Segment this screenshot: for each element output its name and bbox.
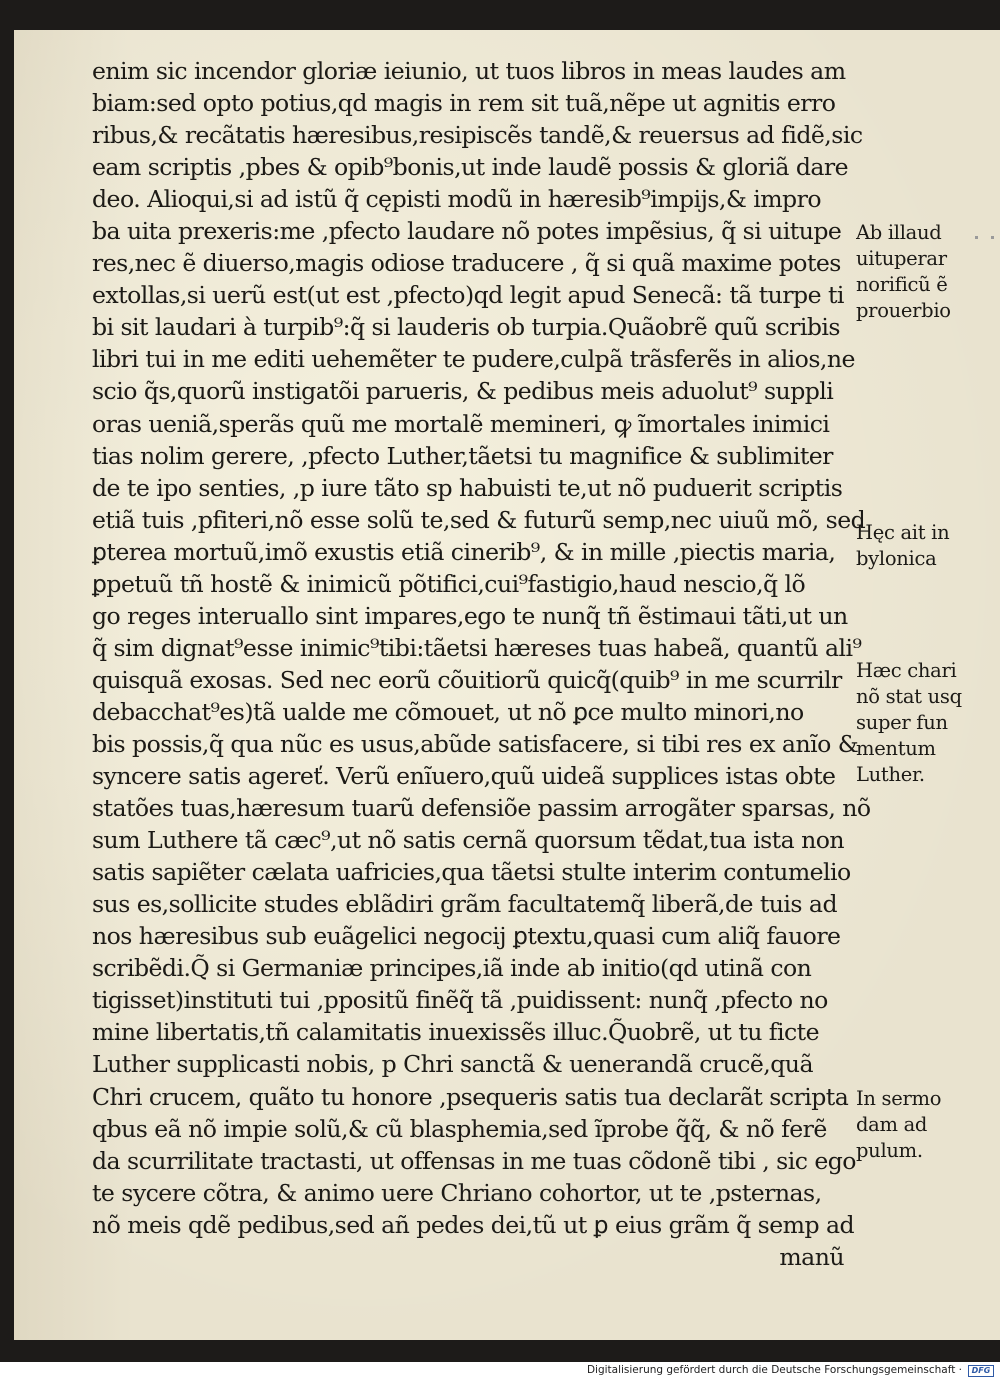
text-line: nos hæresibus sub euãgelici negocij ꝑtextu,quasi cum aliq̃ fauore [92,922,841,951]
margin-gloss-4 [856,1086,1000,1164]
text-line: scribẽdi.Q̃ si Germaniæ principes,iã inde ab initio(qd utinã con [92,954,812,983]
edge-mark [975,236,978,239]
margin-gloss-3 [856,658,1000,788]
text-line: bis possis,q̃ qua nũc es usus,abũde satisfacere, si tibi res ex anĩo & [92,729,859,758]
text-line: sum Luthere tã cæc⁹,ut nõ satis cernã quorsum tẽdat,tua ista non [92,826,845,855]
text-line: quisquã exosas. Sed nec eorũ cõuitiorũ quicq̃(quib⁹ in me scurrilr [92,665,842,694]
text-line: syncere satis agereť. Verũ enĩuero,quũ uideã supplices istas obte [92,762,836,791]
text-line: qbus eã nõ impie solũ,& cũ blasphemia,sed ĩprobe q̃q̃, & nõ ferẽ [92,1114,827,1143]
text-line: te sycere cõtra, & animo uere Chriano cohortor, ut te ,psternas, [92,1178,822,1207]
text-line: de te ipo senties, ,p iure tãto sp habuisti te,ut nõ puduerit scriptis [92,473,843,502]
text-line: sus es,sollicite studes eblãdiri grãm facultatemq̃ liberã,de tuis ad [92,890,838,919]
text-line: deo. Alioqui,si ad istũ q̃ cępisti modũ in hæresib⁹impijs,& impro [92,185,821,214]
gloss-line: pulum. [856,1139,923,1162]
text-line: q̃ sim dignat⁹esse inimic⁹tibi:tãetsi hæreses tuas habeã, quantũ ali⁹ [92,633,862,662]
text-line: enim sic incendor gloriæ ieiunio, ut tuos libros in meas laudes am [92,57,846,85]
text-line: tigisset)instituti tui ,ppositũ finẽq̃ tã ,puidissent: nunq̃ ,pfecto no [92,986,828,1015]
footer-bar [0,1362,1000,1381]
text-line: ribus,& recãtatis hæresibus,resipiscẽs tandẽ,& reuersus ad fidẽ,sic [92,121,863,150]
text-line: biam:sed opto potius,qd magis in rem sit tuã,nẽpe ut agnitis erro [92,89,836,118]
text-line: res,nec ẽ diuerso,magis odiose traducere , q̃ si quã maxime potes [92,249,841,278]
text-line: ꝑpetuũ tñ hostẽ & inimicũ põtifici,cui⁹fastigio,haud nescio,q̃ lõ [92,569,806,598]
gloss-line: dam ad [856,1113,928,1136]
gloss-line: mentum [856,737,936,760]
text-line: ꝑterea mortuũ,imõ exustis etiã cinerib⁹, & in mille ,piectis maria, [92,537,836,566]
text-line: eam scriptis ,pbes & opib⁹bonis,ut inde laudẽ possis & gloriã dare [92,153,849,182]
gloss-line: Hęc ait in [856,521,950,544]
text-line: extollas,si uerũ est(ut est ,pfecto)qd legit apud Senecã: tã turpe ti [92,281,844,310]
text-line: scio q̃s,quorũ instigatõi parueris, & pedibus meis aduolut⁹ suppli [92,377,834,406]
text-line: tias nolim gerere, ,pfecto Luther,tãetsi tu magnifice & sublimiter [92,441,833,470]
text-line: mine libertatis,tñ calamitatis inuexissẽs illuc.Q̃uobrẽ, ut tu ficte [92,1018,819,1047]
gloss-line: nõ stat usq [856,685,962,708]
text-line: oras ueniã,sperãs quũ me mortalẽ memineri, ꝙ ĩmortales inimici [92,409,830,438]
gloss-line: Hæc chari [856,659,957,682]
text-line: etiã tuis ,pfiteri,nõ esse solũ te,sed & futurũ semp,nec uiuũ mõ, sed [92,505,866,534]
dfg-logo: DFG [968,1365,994,1377]
text-line: Luther supplicasti nobis, p Chri sanctã & uenerandã crucẽ,quã [92,1050,813,1079]
gloss-line: In sermo [856,1087,942,1110]
margin-gloss-2 [856,520,1000,572]
main-text-block [92,55,871,1273]
text-line: da scurrilitate tractasti, ut offensas in me tuas cõdonẽ tibi , sic ego [92,1146,856,1175]
text-line: nõ meis qdẽ pedibus,sed añ pedes dei,tũ ut ꝑ eius grãm q̃ semp ad [92,1210,855,1239]
text-line: ba uita prexeris:me ,pfecto laudare nõ potes impẽsius, q̃ si uitupe [92,217,842,246]
gloss-line: Ab illaud [856,221,942,244]
margin-gloss-1 [856,220,1000,324]
text-line: bi sit laudari à turpib⁹:q̃ si lauderis ob turpia.Quãobrẽ quũ scribis [92,313,840,342]
gloss-line: prouerbio [856,299,951,322]
gloss-line: bylonica [856,547,937,570]
footer-credit: Digitalisierung gefördert durch die Deutsche Forschungsgemeinschaft · [586,1364,962,1376]
text-line: manũ [779,1242,844,1271]
gloss-line: uituperar [856,247,947,270]
text-line: libri tui in me editi uehemẽter te pudere,culpã trãsferẽs in alios,ne [92,345,855,374]
text-line: go reges interuallo sint impares,ego te nunq̃ tñ ẽstimaui tãti,ut un [92,601,848,630]
edge-mark [991,236,994,239]
text-line: satis sapiẽter cælata uafricies,qua tãetsi stulte interim contumelio [92,858,851,887]
text-line: statões tuas,hæresum tuarũ defensiõe passim arrogãter sparsas, nõ [92,794,871,823]
gloss-line: super fun [856,711,948,734]
text-line: Chri crucem, quãto tu honore ,psequeris satis tua declarãt scripta [92,1082,849,1111]
gloss-line: norificũ ẽ [856,273,948,296]
gloss-line: Luther. [856,763,925,786]
text-line: debacchat⁹es)tã ualde me cõmouet, ut nõ ꝑce multo minori,no [92,697,804,726]
